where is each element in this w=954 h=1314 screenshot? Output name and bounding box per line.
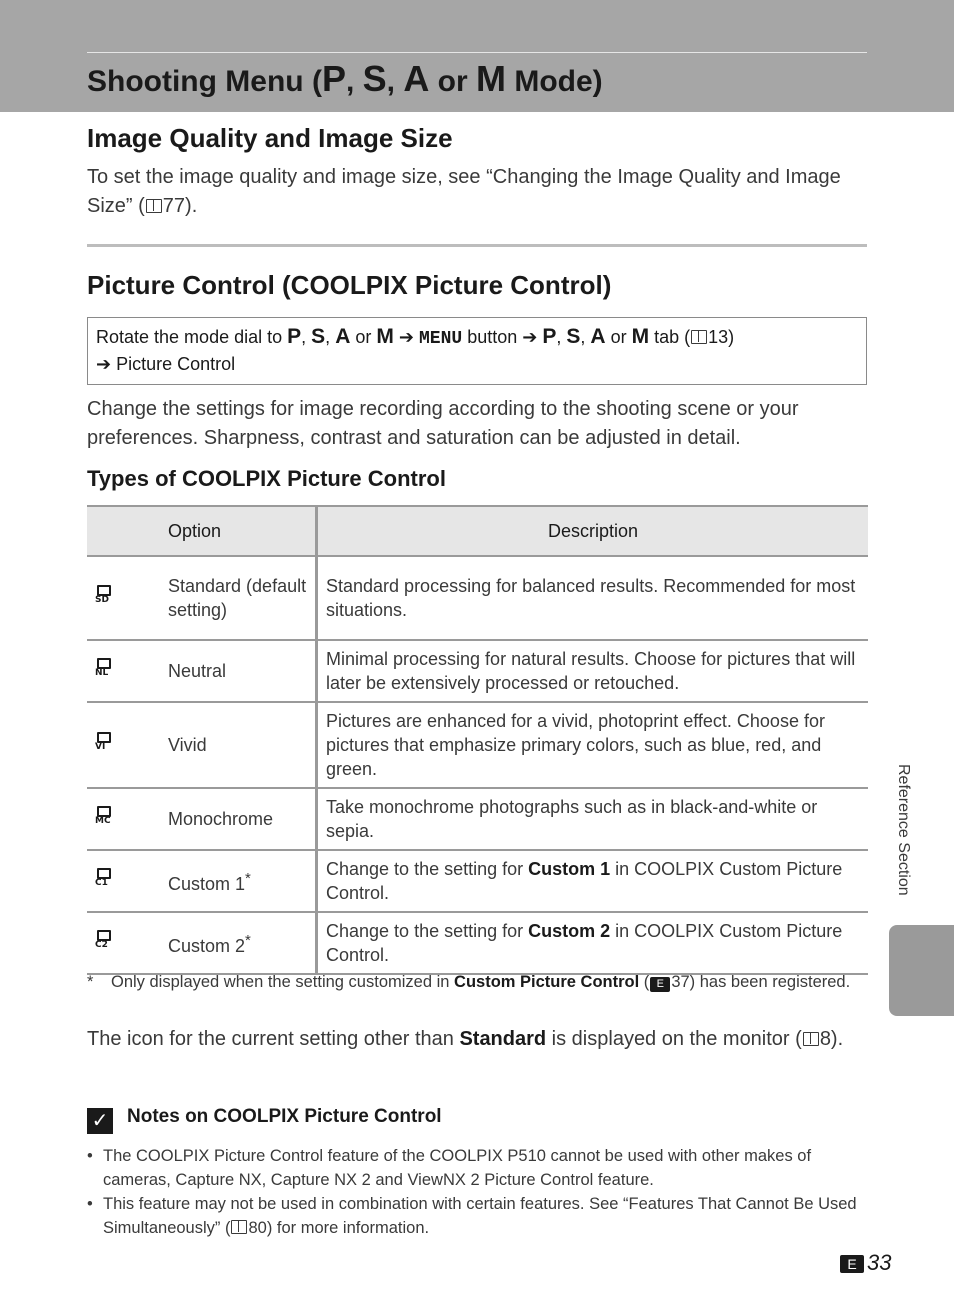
navigation-path-box xyxy=(87,317,867,385)
mode-a-glyph: A xyxy=(590,325,606,348)
option-label: Custom 2 xyxy=(168,935,246,956)
book-icon xyxy=(231,1220,247,1234)
footnote-marker: * xyxy=(245,869,251,887)
picture-control-heading: Picture Control (COOLPIX Picture Control) xyxy=(87,270,612,300)
mt-pre: The icon for the current setting other than xyxy=(87,1028,460,1050)
list-item: • The COOLPIX Picture Control feature of the COOLPIX P510 cannot be used with other makes of cameras, Capture NX, Capture NX 2 and ViewNX 2 Picture Control feature. xyxy=(87,1144,867,1192)
description-cell: Pictures are enhanced for a vivid, photoprint effect. Choose for pictures that emphasize primary colors, such as blue, red, and green. xyxy=(317,702,869,788)
reference-section-icon: E xyxy=(840,1255,864,1273)
nav-or: or xyxy=(605,327,632,347)
description-cell: Minimal processing for natural results. Choose for pictures that will later be extensively processed or retouched. xyxy=(317,640,869,702)
picture-control-monochrome-icon xyxy=(95,805,115,827)
nav-tab-text: tab ( xyxy=(649,327,691,347)
monitor-text xyxy=(87,1025,867,1054)
page-ref-link[interactable]: 13 xyxy=(708,327,729,347)
picture-control-vivid-icon xyxy=(95,731,115,753)
fn-pre: Only displayed when the setting customized in xyxy=(111,973,455,991)
nav-button-text: button xyxy=(462,327,523,347)
nav-line-2: ➔ Picture Control xyxy=(96,354,236,374)
icon-code: VI xyxy=(95,742,106,752)
menu-button-icon: MENU xyxy=(418,329,463,349)
page-number xyxy=(840,1250,891,1276)
page-ref-link[interactable]: 77 xyxy=(162,195,186,217)
desc-bold: Custom 2 xyxy=(528,921,611,941)
table-row xyxy=(87,556,868,640)
icon-cell xyxy=(87,702,168,788)
types-heading: Types of COOLPIX Picture Control xyxy=(87,466,446,491)
picture-control-description: Change the settings for image recording according to the shooting scene or your preferences. Sharpness, contrast and saturation can be adjusted in detail. xyxy=(87,398,799,449)
mode-s-glyph: S xyxy=(362,58,387,99)
page-ref-link[interactable]: 80) for more information. xyxy=(248,1219,430,1237)
mode-a-glyph: A xyxy=(335,325,351,348)
mode-p-glyph: P xyxy=(287,325,302,348)
table-header-icon-cell xyxy=(87,506,168,556)
table-header-row xyxy=(87,506,868,556)
arrow-icon: ➔ xyxy=(522,327,543,347)
page-ref-link[interactable]: 8). xyxy=(819,1028,844,1050)
title-sep: , xyxy=(386,65,404,98)
image-quality-text xyxy=(87,163,867,221)
mode-m-glyph: M xyxy=(476,58,506,99)
list-item xyxy=(87,1192,867,1240)
desc-text: in COOLPIX Custom Picture Control. xyxy=(326,859,843,903)
table-row xyxy=(87,912,868,974)
notes-heading-text: Notes on COOLPIX Picture Control xyxy=(127,1106,442,1127)
mode-p-glyph: P xyxy=(321,58,346,99)
mode-p-glyph: P xyxy=(542,325,557,348)
picture-control-neutral-icon xyxy=(95,657,115,679)
desc-text: Change to the setting for xyxy=(326,921,529,941)
icon-code: MC xyxy=(95,816,111,826)
nav-comma: , xyxy=(325,327,336,347)
page-number-text: 33 xyxy=(867,1250,892,1275)
option-cell xyxy=(168,912,317,974)
mt-post: is displayed on the monitor ( xyxy=(546,1028,802,1050)
nav-comma: , xyxy=(556,327,567,347)
table-row xyxy=(87,850,868,912)
title-sep: , xyxy=(345,65,363,98)
nav-prefix: Rotate the mode dial to xyxy=(96,327,288,347)
mt-bold: Standard xyxy=(459,1028,547,1050)
nav-tab-close: ) xyxy=(728,327,735,347)
nav-line-1 xyxy=(96,325,734,349)
fn-bold: Custom Picture Control xyxy=(454,973,640,991)
picture-control-custom1-icon xyxy=(95,867,115,889)
page-title xyxy=(87,58,603,100)
arrow-icon: ➔ xyxy=(393,327,419,347)
book-icon xyxy=(803,1032,819,1046)
icon-code: C2 xyxy=(95,940,108,950)
title-prefix: Shooting Menu ( xyxy=(87,65,322,98)
footnote xyxy=(87,970,867,994)
table-row xyxy=(87,788,868,850)
footnote-text xyxy=(111,970,867,994)
mode-s-glyph: S xyxy=(566,325,581,348)
picture-control-standard-icon xyxy=(95,584,115,606)
icon-cell xyxy=(87,850,168,912)
mode-m-glyph: M xyxy=(631,325,650,348)
iq-text-after: ). xyxy=(185,195,198,217)
section-divider xyxy=(87,244,867,247)
table-row xyxy=(87,702,868,788)
desc-text: Change to the setting for xyxy=(326,859,529,879)
title-or: or xyxy=(429,65,476,98)
option-cell xyxy=(168,850,317,912)
description-cell: Take monochrome photographs such as in black-and-white or sepia. xyxy=(317,788,869,850)
picture-control-custom2-icon xyxy=(95,929,115,951)
icon-cell xyxy=(87,912,168,974)
icon-cell xyxy=(87,556,168,640)
notes-heading xyxy=(87,1106,442,1134)
nav-or: or xyxy=(350,327,377,347)
option-cell: Neutral xyxy=(168,640,317,702)
description-cell xyxy=(317,912,869,974)
notes-list xyxy=(87,1144,867,1240)
option-cell: Monochrome xyxy=(168,788,317,850)
mode-a-glyph: A xyxy=(403,58,430,99)
option-cell: Standard (default setting) xyxy=(168,556,317,640)
icon-cell xyxy=(87,788,168,850)
footnote-star: * xyxy=(87,973,94,991)
fn-mid: ( xyxy=(639,973,650,991)
icon-cell xyxy=(87,640,168,702)
footnote-marker: * xyxy=(245,931,251,949)
check-icon: ✓ xyxy=(87,1108,113,1134)
book-icon xyxy=(146,199,162,213)
description-cell xyxy=(317,850,869,912)
header-rule xyxy=(87,52,867,53)
iq-text-before: To set the image quality and image size, see “Changing the Image Quality and Image Size” ( xyxy=(87,166,841,217)
nav-comma: , xyxy=(580,327,591,347)
mode-s-glyph: S xyxy=(311,325,326,348)
nav-comma: , xyxy=(301,327,312,347)
option-label: Custom 1 xyxy=(168,873,246,894)
table-header-description: Description xyxy=(317,506,869,556)
mode-m-glyph: M xyxy=(376,325,394,348)
description-cell: Standard processing for balanced results. Recommended for most situations. xyxy=(317,556,869,640)
section-side-label: Reference Section xyxy=(895,764,912,896)
bullet-text: This feature may not be used in combination with certain features. See “Features That Cannot Be Used Simultaneously” ( xyxy=(103,1195,857,1237)
title-suffix: Mode) xyxy=(506,65,603,98)
picture-control-table xyxy=(87,505,868,975)
fn-ref-link[interactable]: 37) has been registered. xyxy=(671,973,851,991)
section-side-tab xyxy=(889,925,954,1016)
table-row xyxy=(87,640,868,702)
reference-section-icon: E xyxy=(650,977,670,992)
book-icon xyxy=(691,330,707,344)
icon-code: C1 xyxy=(95,878,108,888)
option-cell: Vivid xyxy=(168,702,317,788)
image-quality-heading: Image Quality and Image Size xyxy=(87,123,453,153)
desc-bold: Custom 1 xyxy=(528,859,611,879)
table-header-option: Option xyxy=(168,506,317,556)
icon-code: SD xyxy=(95,595,109,605)
icon-code: NL xyxy=(95,668,109,678)
desc-text: in COOLPIX Custom Picture Control. xyxy=(326,921,843,965)
